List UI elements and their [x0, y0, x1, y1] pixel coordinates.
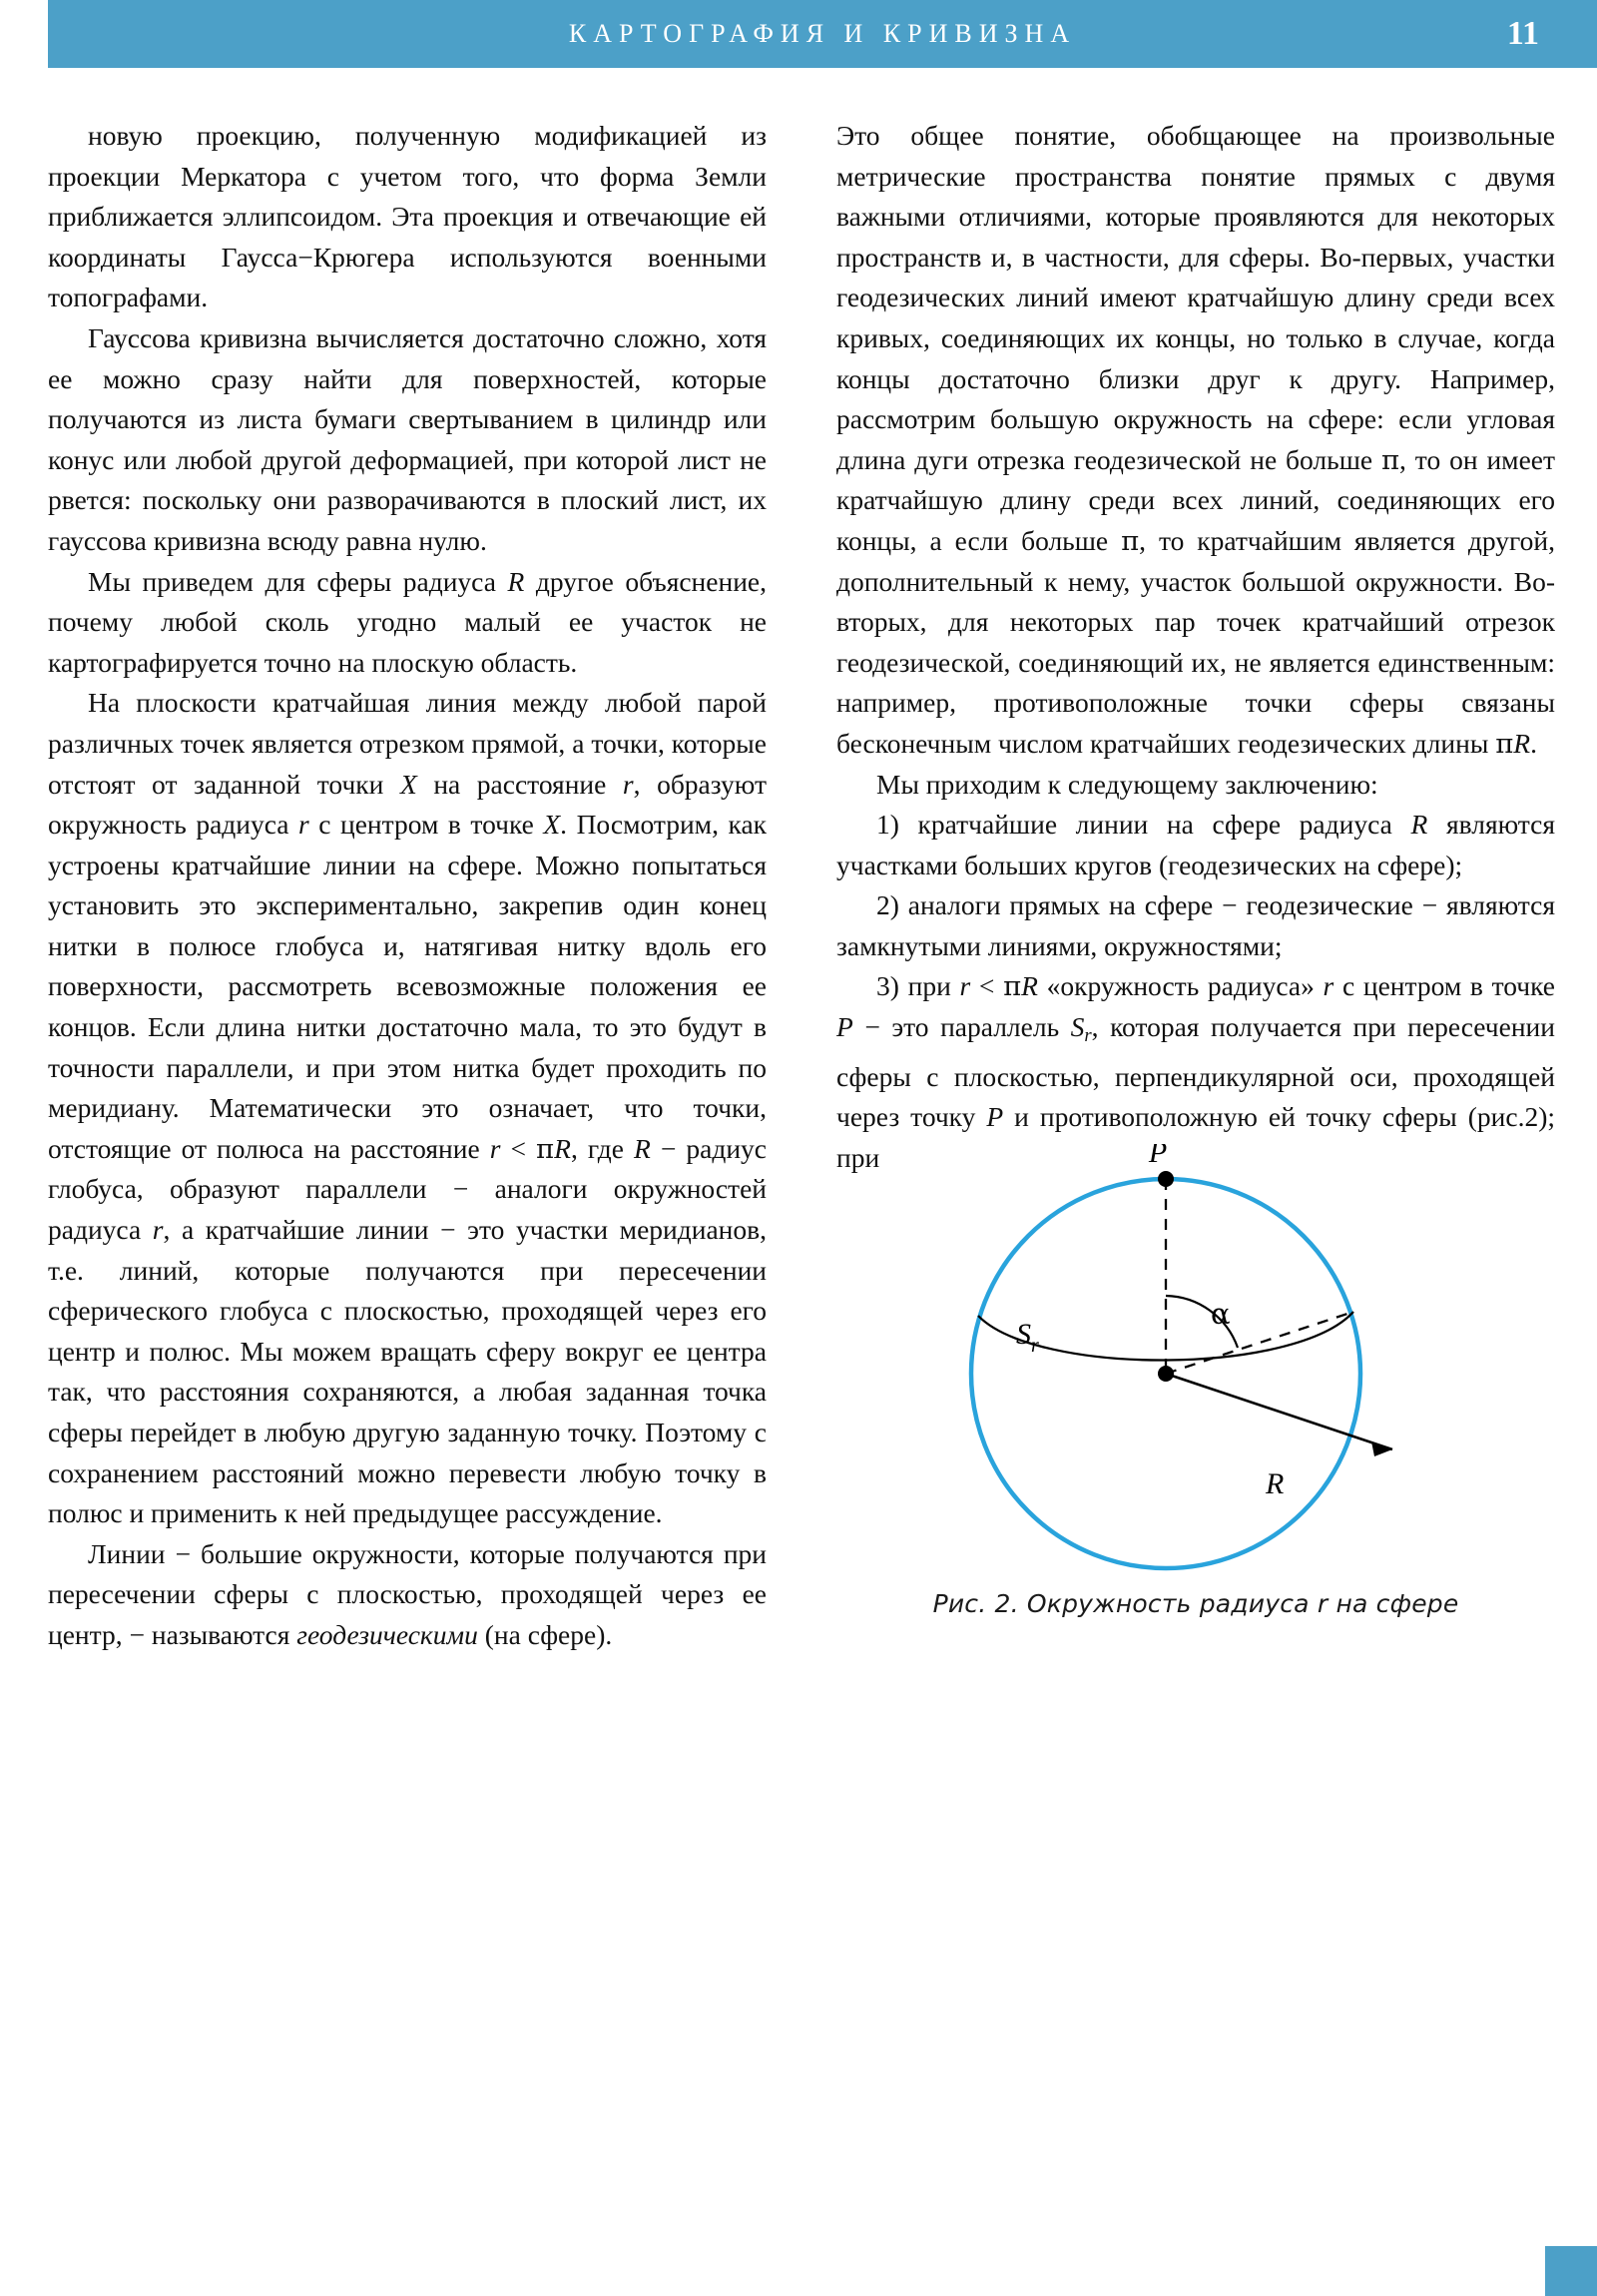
left-column — [48, 116, 767, 1656]
page-number: 11 — [1506, 15, 1539, 52]
text-run: , а кратчайшие линии − это участки меридианов, т.е. линий, которые получаются при пересечении сферического глобуса с плоскостью, проходящей через его центр и полюс. Мы можем вращать сферу вокруг ее центра так, что расстояния сохраняются, а любая заданная точка сферы перейдет в любую другую заданную точку. Поэтому с сохранением расстояний можно перевести любую точку в полюс и применить к ней предыдущее рассуждение. — [48, 1214, 768, 1529]
math-variable-S: S — [1070, 1011, 1085, 1043]
right-column — [836, 116, 1555, 1179]
math-symbol-pi: π — [536, 1132, 555, 1165]
center-point-marker — [1158, 1366, 1174, 1382]
math-variable-R: R — [1021, 970, 1038, 1002]
math-symbol-pi: π — [1003, 970, 1022, 1003]
text-run: другое объяснение, почему любой сколь угодно малый ее участок не картографируется точно на плоскую область. — [48, 565, 767, 678]
text-run: , которая получается при пересечении сферы с плоскостью, перпендикулярной оси, проходящей через точку — [836, 1011, 1555, 1133]
text-run: , образуют окружность радиуса — [48, 768, 767, 841]
figure-label-alpha: α — [1211, 1297, 1231, 1331]
math-variable-r: r — [1323, 970, 1334, 1002]
text-run: , то кратчайшим является другой, дополнительный к нему, участок большой окружности. Во-вторых, для некоторых пар точек кратчайший отрезок геодезической, соединяющий их, не является единственным: например, противоположные точки сферы связаны бесконечным числом кратчайших геодезических длины — [836, 524, 1555, 759]
math-symbol-pi: π — [1121, 524, 1140, 557]
radius-R-arrowhead — [1371, 1441, 1392, 1456]
page-header-band — [48, 0, 1597, 68]
math-symbol-pi: π — [1495, 727, 1514, 760]
text-run: . — [1530, 727, 1537, 759]
math-variable-r: r — [489, 1132, 501, 1164]
text-run: , где — [570, 1132, 634, 1164]
text-run: «окружность радиуса» — [1037, 970, 1324, 1002]
text-run: с центром в точке — [1333, 970, 1556, 1002]
figure-label-R: R — [1266, 1467, 1285, 1500]
paragraph — [836, 116, 1555, 765]
figure-sphere-circle — [836, 1144, 1555, 1618]
list-item: 2) аналоги прямых на сфере − геодезические − являются замкнутыми линиями, окружностями; — [836, 889, 1555, 961]
math-variable-R: R — [1410, 809, 1428, 841]
math-symbol-pi: π — [1380, 443, 1400, 476]
math-operator-less-than: < — [500, 1132, 537, 1164]
text-run: , то он имеет кратчайшую длину среди всех линий, соединяющих его концы, а если больше — [836, 443, 1556, 556]
text-run: . Посмотрим, как устроены кратчайшие линии на сфере. Можно попытаться установить это экспериментально, закрепив один конец нитки в полюсе глобуса и, натягивая нитку вдоль его поверхности, рассмотреть всевозможные положения ее концов. Если длина нитки достаточно мала, то это будут в точности параллели, и при этом нитка будет проходить по меридиану. Математически это означает, что точки, отстоящие от полюса на расстояние — [48, 809, 768, 1164]
text-run: Это общее понятие, обобщающее на произвольные метрические пространства понятие прямых с двумя важными отличиями, которые проявляются для некоторых пространств и, в частности, для сферы. Во-первых, участки геодезических линий имеют кратчайшую длину среди всех кривых, соединяющих их концы, но только в случае, когда концы достаточно близки друг к другу. Например, рассмотрим большую окружность на сфере: если угловая длина дуги отрезка геодезической не больше — [836, 120, 1555, 475]
math-variable-r: r — [622, 768, 634, 800]
math-subscript-r: r — [1084, 1025, 1092, 1047]
corner-accent-mark — [1545, 2246, 1597, 2296]
paragraph — [48, 1534, 767, 1656]
text-run: 1) кратчайшие линии на сфере радиуса — [876, 809, 1411, 841]
math-variable-R: R — [554, 1132, 571, 1164]
text-run: с центром в точке — [308, 809, 544, 841]
math-variable-X: X — [543, 809, 561, 841]
figure-svg — [866, 1144, 1525, 1583]
text-run: (на сфере). — [477, 1618, 613, 1650]
text-run: являются участками больших кругов (геодезических на сфере); — [836, 809, 1555, 880]
point-P-marker — [1158, 1171, 1174, 1187]
list-item — [836, 805, 1555, 885]
math-variable-R: R — [507, 565, 525, 597]
math-variable-r: r — [152, 1214, 164, 1246]
paragraph — [48, 562, 767, 684]
text-run: − радиус глобуса, образуют параллели − аналоги окружностей радиуса — [48, 1132, 768, 1246]
text-run: Линии − большие окружности, которые получаются при пересечении сферы с плоскостью, проходящей через ее центр, − называются — [48, 1537, 767, 1650]
figure-caption: Рис. 2. Окружность радиуса r на сфере — [932, 1589, 1459, 1618]
paragraph: Мы приходим к следующему заключению: — [876, 768, 1378, 800]
text-run: − это параллель — [852, 1011, 1071, 1043]
paragraph: Гауссова кривизна вычисляется достаточно сложно, хотя ее можно сразу найти для поверхностей, которые получаются из листа бумаги свертыванием в цилиндр или конус или любой другой деформацией, при которой лист не рвется: поскольку они разворачиваются в плоский лист, их гауссова кривизна всюду равна нулю. — [48, 321, 767, 556]
paragraph — [48, 683, 767, 1533]
figure-label-S: $S_r$ — [1016, 1318, 1039, 1357]
text-run: и противоположную ей точку сферы (рис.2); при — [836, 1101, 1555, 1174]
math-variable-R: R — [1513, 727, 1531, 759]
math-variable-P: P — [836, 1011, 853, 1043]
figure-label-P: P — [1148, 1144, 1168, 1169]
text-run: Мы приведем для сферы радиуса — [88, 565, 508, 597]
math-variable-X: X — [399, 768, 417, 800]
math-variable-P: P — [986, 1101, 1004, 1133]
page-title: КАРТОГРАФИЯ И КРИВИЗНА — [568, 19, 1077, 48]
text-run: На плоскости кратчайшая линия между любой парой различных точек является отрезком прямой, а точки, которые отстоят от заданной точки — [48, 687, 767, 800]
math-variable-R: R — [634, 1132, 651, 1164]
math-operator-less-than: < — [970, 970, 1004, 1002]
emphasis-geodesic: геодезическими — [296, 1618, 478, 1650]
paragraph: новую проекцию, полученную модификацией из проекции Меркатора с учетом того, что форма Земли приближается эллипсоидом. Эта проекция и отвечающие ей координаты Гаусса−Крюгера используются военными топографами. — [48, 120, 767, 313]
math-variable-r: r — [298, 809, 309, 841]
text-run: на расстояние — [416, 768, 623, 800]
radius-dashed-line — [1166, 1312, 1353, 1374]
page-body — [0, 68, 1597, 2296]
text-run: 3) при — [876, 970, 960, 1002]
math-variable-r: r — [959, 970, 971, 1002]
